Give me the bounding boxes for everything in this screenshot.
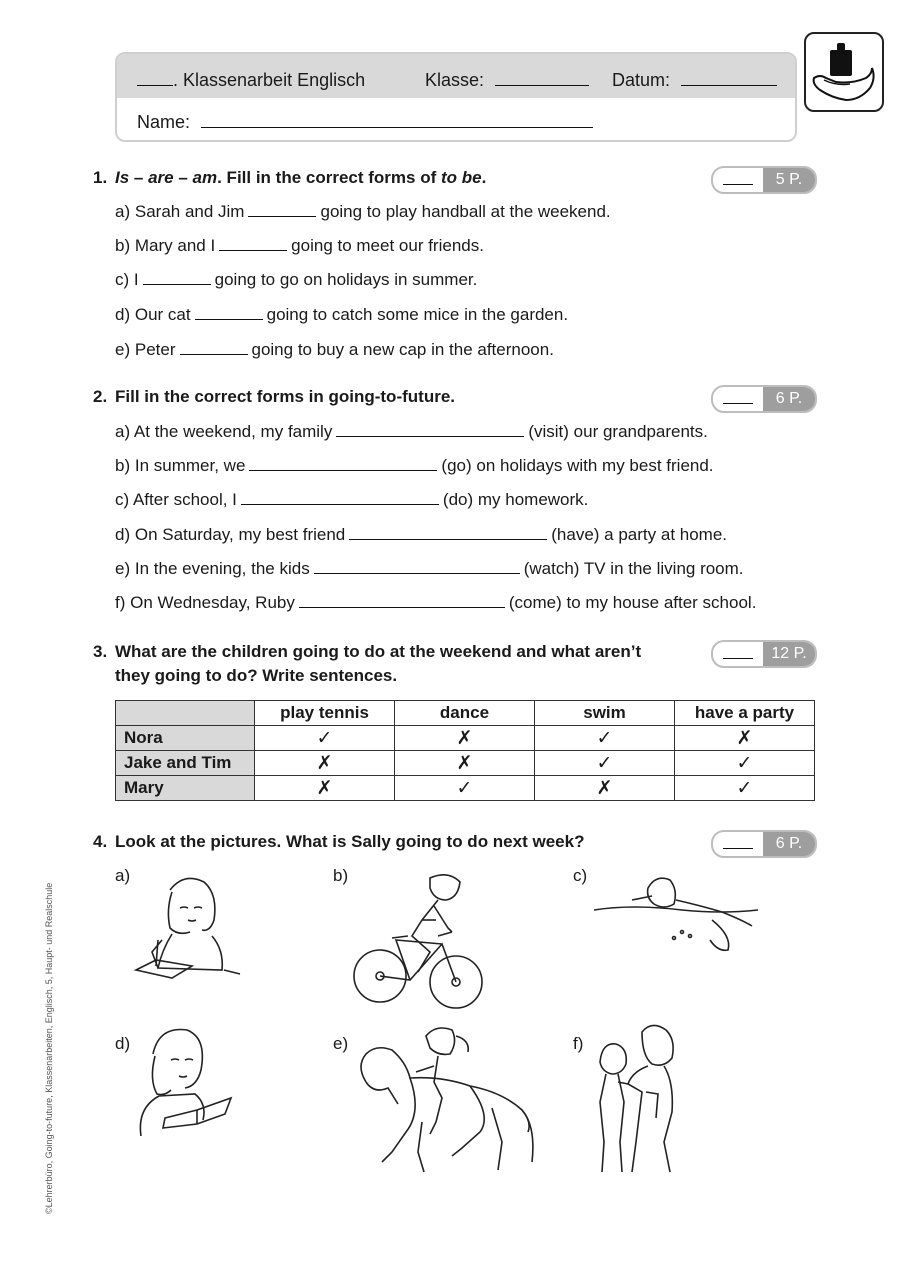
row-name: Mary [116, 776, 255, 801]
answer-blank[interactable] [299, 592, 505, 608]
girl-riding-horse-illustration [352, 1022, 537, 1182]
check-icon: ✓ [675, 751, 815, 776]
picture-label-e: e) [333, 1034, 349, 1053]
mother-and-daughter-illustration [592, 1022, 682, 1180]
class-label: Klasse: [425, 70, 485, 90]
task-1-item-a: a) Sarah and Jim going to play handball at the weekend. [115, 202, 611, 221]
answer-blank[interactable] [195, 304, 263, 320]
task-2-item-e: e) In the evening, the kids (watch) TV in the living room. [115, 559, 744, 578]
task-2-item-c: c) After school, I (do) my homework. [115, 490, 589, 509]
name-label: Name: [137, 112, 191, 132]
exam-title: . Klassenarbeit Englisch [173, 70, 366, 90]
answer-blank[interactable] [336, 421, 524, 437]
task-4-points-box[interactable] [711, 830, 817, 858]
title-word-is: Is [115, 168, 130, 187]
cross-icon: ✗ [395, 751, 535, 776]
task-3-number: 3. [93, 642, 108, 661]
task-2-number: 2. [93, 387, 108, 406]
activity-table [115, 700, 815, 801]
girl-cycling-illustration [352, 870, 487, 1018]
task-1-item-d: d) Our cat going to catch some mice in the garden. [115, 305, 569, 324]
task-2-item-a: a) At the weekend, my family (visit) our grandparents. [115, 422, 708, 441]
table-row [116, 776, 815, 801]
hand-holding-weight-icon [804, 32, 884, 112]
table-corner [116, 701, 255, 726]
cross-icon: ✗ [255, 776, 395, 801]
exam-number-field[interactable] [137, 69, 365, 91]
task-3-instruction-line-2: they going to do? Write sentences. [115, 666, 398, 685]
task-3-points: 12 P. [763, 642, 815, 666]
check-icon: ✓ [675, 776, 815, 801]
column-header: dance [395, 701, 535, 726]
exam-header-top [117, 54, 795, 98]
row-name: Nora [116, 726, 255, 751]
task-4-points: 6 P. [763, 832, 815, 856]
title-word-are: are [148, 168, 174, 187]
task-2-points-box[interactable] [711, 385, 817, 413]
class-field[interactable] [425, 69, 589, 91]
task-2-points: 6 P. [763, 387, 815, 411]
check-icon: ✓ [395, 776, 535, 801]
table-header-row [116, 701, 815, 726]
date-label: Datum: [612, 70, 671, 90]
task-3-points-box[interactable] [711, 640, 817, 668]
task-1-title [93, 166, 486, 190]
cross-icon: ✗ [675, 726, 815, 751]
picture-label-c: c) [573, 866, 588, 885]
cross-icon: ✗ [255, 751, 395, 776]
name-field[interactable] [137, 111, 593, 133]
task-3-instruction-line-1: What are the children going to do at the weekend and what aren’t [115, 642, 642, 661]
date-field[interactable] [612, 69, 777, 91]
answer-blank[interactable] [248, 201, 316, 217]
girl-reading-illustration [135, 1024, 235, 1142]
task-1-item-b: b) Mary and I going to meet our friends. [115, 236, 484, 255]
copyright-note: ©Lehrerbüro, Going-to-future, Klassenarbeiten, Englisch, 5, Haupt- und Realschule [44, 882, 54, 1214]
exam-header-bottom [117, 98, 795, 140]
title-dash: – [129, 168, 149, 187]
answer-blank[interactable] [143, 269, 211, 285]
check-icon: ✓ [535, 751, 675, 776]
task-2-title [93, 385, 455, 409]
picture-label-a: a) [115, 866, 131, 885]
column-header: swim [535, 701, 675, 726]
task-4-instruction: Look at the pictures. What is Sally going to do next week? [115, 832, 585, 851]
exam-header-box [115, 52, 797, 142]
task-4-number: 4. [93, 832, 108, 851]
cross-icon: ✗ [395, 726, 535, 751]
answer-blank[interactable] [180, 339, 248, 355]
table-row [116, 726, 815, 751]
picture-label-b: b) [333, 866, 349, 885]
task-1-points: 5 P. [763, 168, 815, 192]
check-icon: ✓ [535, 726, 675, 751]
task-1-item-e: e) Peter going to buy a new cap in the afternoon. [115, 340, 554, 359]
title-word-am: am [192, 168, 218, 187]
picture-label-d: d) [115, 1034, 131, 1053]
answer-blank[interactable] [314, 558, 520, 574]
task-2-item-f: f) On Wednesday, Ruby (come) to my house after school. [115, 593, 757, 612]
task-3-title [93, 640, 641, 688]
cross-icon: ✗ [535, 776, 675, 801]
girl-writing-illustration [132, 870, 242, 985]
title-instruction: . Fill in the correct forms of [217, 168, 441, 187]
title-dash: – [173, 168, 193, 187]
task-1-number: 1. [93, 168, 108, 187]
title-period: . [481, 168, 487, 187]
column-header: play tennis [255, 701, 395, 726]
table-row [116, 751, 815, 776]
title-word-to-be: to be [440, 168, 482, 187]
answer-blank[interactable] [219, 235, 287, 251]
answer-blank[interactable] [249, 455, 437, 471]
task-2-item-d: d) On Saturday, my best friend (have) a party at home. [115, 525, 728, 544]
check-icon: ✓ [255, 726, 395, 751]
girl-swimming-illustration [592, 870, 762, 960]
task-2-instruction: Fill in the correct forms in going-to-future. [115, 387, 455, 406]
column-header: have a party [675, 701, 815, 726]
task-2-item-b: b) In summer, we (go) on holidays with my best friend. [115, 456, 714, 475]
task-1-points-box[interactable] [711, 166, 817, 194]
row-name: Jake and Tim [116, 751, 255, 776]
picture-label-f: f) [573, 1034, 584, 1053]
task-4-title [93, 830, 584, 854]
answer-blank[interactable] [241, 489, 439, 505]
task-1-item-c: c) I going to go on holidays in summer. [115, 270, 478, 289]
answer-blank[interactable] [349, 524, 547, 540]
